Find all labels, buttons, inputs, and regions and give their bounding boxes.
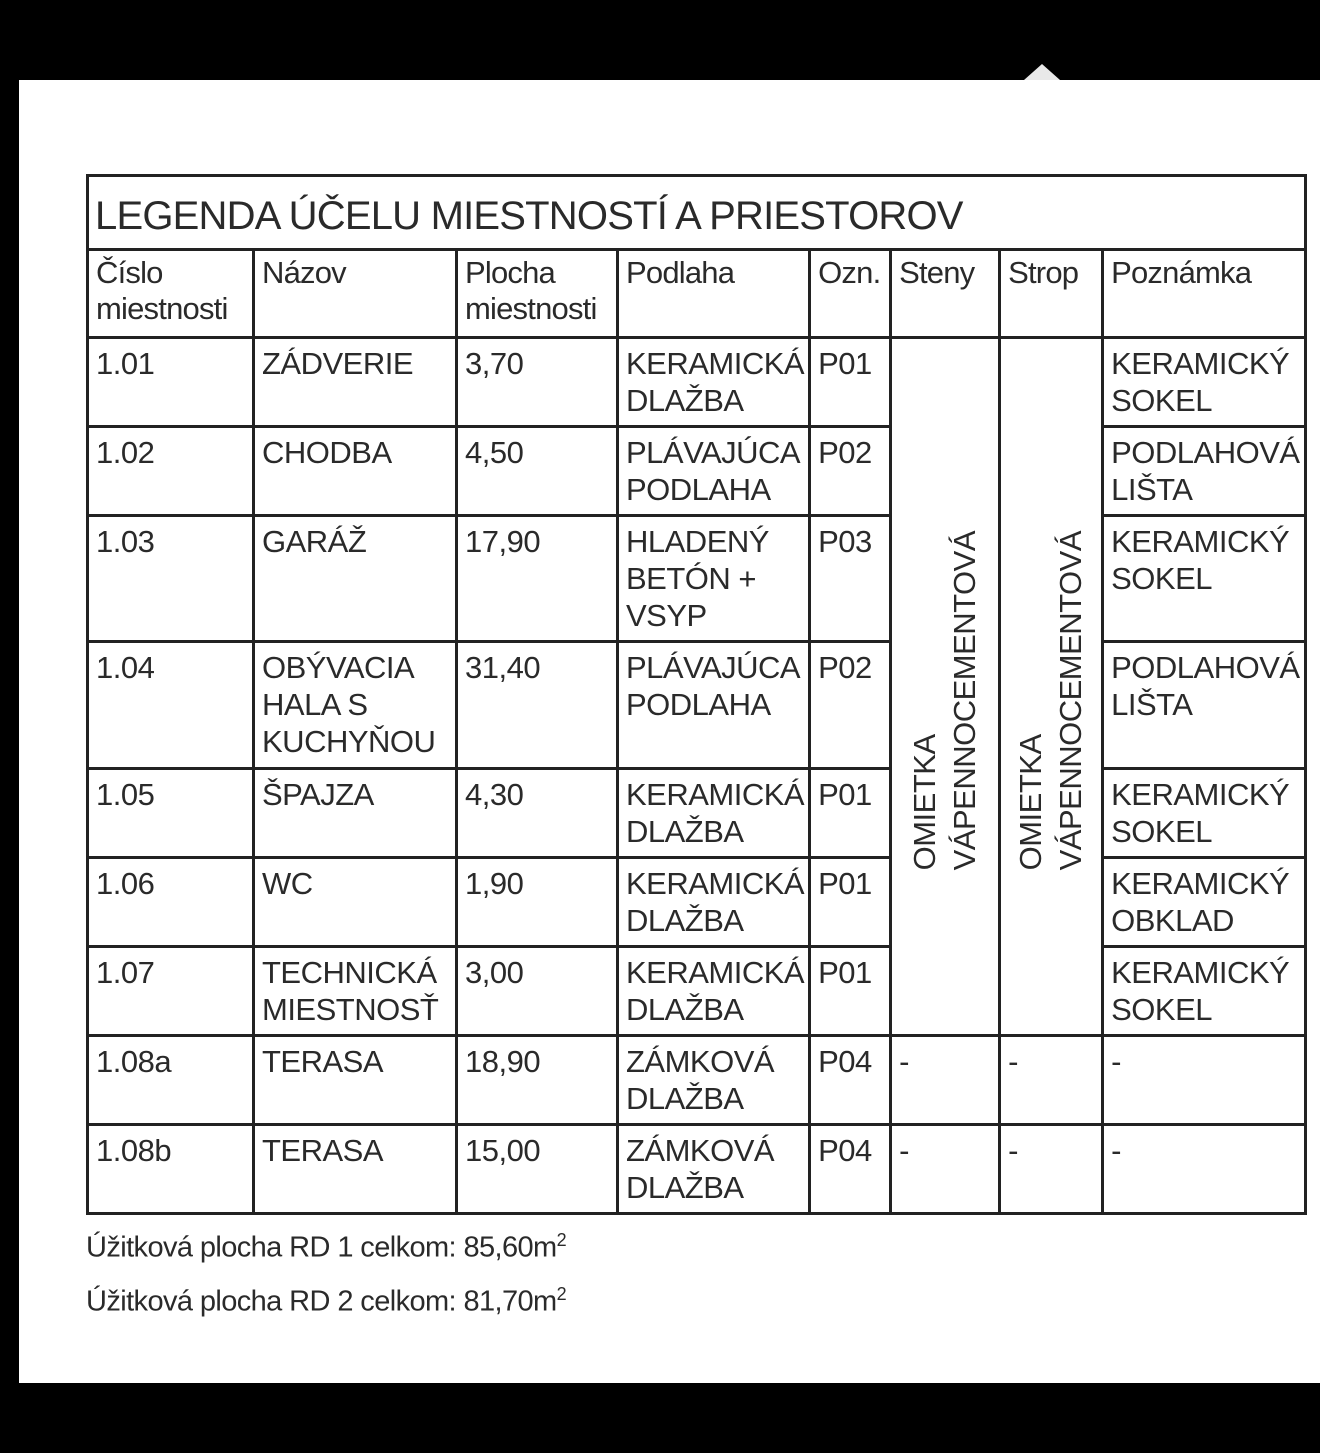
cell-strop-merged xyxy=(1000,338,1103,1036)
total-area-rd1: Úžitková plocha RD 1 celkom: $85,60m^2$ xyxy=(86,1230,567,1264)
cell-podlaha: KERAMICKÁ DLAŽBA xyxy=(618,947,810,1036)
cell-podlaha: PLÁVAJÚCA PODLAHA xyxy=(618,427,810,516)
cell-plocha: 4,50 xyxy=(457,427,618,516)
cell-steny: - xyxy=(891,1125,1000,1214)
cell-podlaha: KERAMICKÁ DLAŽBA xyxy=(618,338,810,427)
table-row xyxy=(88,642,1306,769)
header-podlaha: Podlaha xyxy=(618,250,810,338)
cell-nazov: ZÁDVERIE xyxy=(254,338,457,427)
cell-nazov: TERASA xyxy=(254,1036,457,1125)
cell-cislo: 1.01 xyxy=(88,338,254,427)
cell-ozn: P04 xyxy=(810,1125,891,1214)
cell-cislo: 1.02 xyxy=(88,427,254,516)
cell-steny: - xyxy=(891,1036,1000,1125)
header-poznamka: Poznámka xyxy=(1103,250,1305,338)
cell-plocha: 15,00 xyxy=(457,1125,618,1214)
cell-steny-merged xyxy=(891,338,1000,1036)
cell-cislo: 1.03 xyxy=(88,516,254,642)
cell-nazov: CHODBA xyxy=(254,427,457,516)
cell-ozn: P01 xyxy=(810,947,891,1036)
cell-nazov: OBÝVACIA HALA S KUCHYŇOU xyxy=(254,642,457,769)
cell-podlaha: ZÁMKOVÁ DLAŽBA xyxy=(618,1036,810,1125)
cell-cislo: 1.06 xyxy=(88,858,254,947)
cell-plocha: 3,70 xyxy=(457,338,618,427)
cell-nazov: WC xyxy=(254,858,457,947)
table-row xyxy=(88,858,1306,947)
cell-poznamka: KERAMICKÝ OBKLAD xyxy=(1103,858,1305,947)
cell-strop: - xyxy=(1000,1125,1103,1214)
header-ozn: Ozn. xyxy=(810,250,891,338)
cell-poznamka: - xyxy=(1103,1125,1305,1214)
table-row xyxy=(88,516,1306,642)
table-row xyxy=(88,427,1306,516)
cell-strop: - xyxy=(1000,1036,1103,1125)
table-row xyxy=(88,1036,1306,1125)
cell-ozn: P02 xyxy=(810,427,891,516)
cell-plocha: 18,90 xyxy=(457,1036,618,1125)
cell-ozn: P01 xyxy=(810,858,891,947)
cell-podlaha: KERAMICKÁ DLAŽBA xyxy=(618,858,810,947)
table-row xyxy=(88,338,1306,427)
watermark-icon xyxy=(1024,64,1060,80)
cell-cislo: 1.05 xyxy=(88,769,254,858)
cell-nazov: TECHNICKÁ MIESTNOSŤ xyxy=(254,947,457,1036)
cell-cislo: 1.04 xyxy=(88,642,254,769)
cell-cislo: 1.07 xyxy=(88,947,254,1036)
cell-poznamka: KERAMICKÝ SOKEL xyxy=(1103,516,1305,642)
cell-ozn: P01 xyxy=(810,338,891,427)
cell-nazov: TERASA xyxy=(254,1125,457,1214)
cell-plocha: 17,90 xyxy=(457,516,618,642)
header-plocha: Plocha miestnosti xyxy=(457,250,618,338)
header-cislo: Číslo miestnosti xyxy=(88,250,254,338)
room-legend-table xyxy=(86,174,1307,1215)
cell-poznamka: KERAMICKÝ SOKEL xyxy=(1103,338,1305,427)
cell-podlaha: KERAMICKÁ DLAŽBA xyxy=(618,769,810,858)
header-strop: Strop xyxy=(1000,250,1103,338)
table-row xyxy=(88,1125,1306,1214)
cell-ozn: P03 xyxy=(810,516,891,642)
cell-cislo: 1.08b xyxy=(88,1125,254,1214)
total-area-rd2: Úžitková plocha RD 2 celkom: $81,70m^2$ xyxy=(86,1284,567,1318)
cell-plocha: 3,00 xyxy=(457,947,618,1036)
cell-poznamka: KERAMICKÝ SOKEL xyxy=(1103,769,1305,858)
cell-poznamka: - xyxy=(1103,1036,1305,1125)
steny-merged-text: OMIETKA VÁPENNOCEMENTOVÁ xyxy=(907,531,983,871)
cell-podlaha: ZÁMKOVÁ DLAŽBA xyxy=(618,1125,810,1214)
header-steny: Steny xyxy=(891,250,1000,338)
cell-plocha: 4,30 xyxy=(457,769,618,858)
cell-nazov: GARÁŽ xyxy=(254,516,457,642)
cell-nazov: ŠPAJZA xyxy=(254,769,457,858)
table-row xyxy=(88,769,1306,858)
cell-ozn: P01 xyxy=(810,769,891,858)
header-nazov: Názov xyxy=(254,250,457,338)
cell-podlaha: HLADENÝ BETÓN + VSYP xyxy=(618,516,810,642)
cell-plocha: 1,90 xyxy=(457,858,618,947)
cell-ozn: P02 xyxy=(810,642,891,769)
cell-plocha: 31,40 xyxy=(457,642,618,769)
cell-poznamka: PODLAHOVÁ LIŠTA xyxy=(1103,427,1305,516)
cell-poznamka: PODLAHOVÁ LIŠTA xyxy=(1103,642,1305,769)
cell-podlaha: PLÁVAJÚCA PODLAHA xyxy=(618,642,810,769)
cell-poznamka: KERAMICKÝ SOKEL xyxy=(1103,947,1305,1036)
strop-merged-text: OMIETKA VÁPENNOCEMENTOVÁ xyxy=(1013,531,1089,871)
table-title: LEGENDA ÚČELU MIESTNOSTÍ A PRIESTOROV xyxy=(88,176,1306,250)
cell-ozn: P04 xyxy=(810,1036,891,1125)
table-row xyxy=(88,947,1306,1036)
cell-cislo: 1.08a xyxy=(88,1036,254,1125)
